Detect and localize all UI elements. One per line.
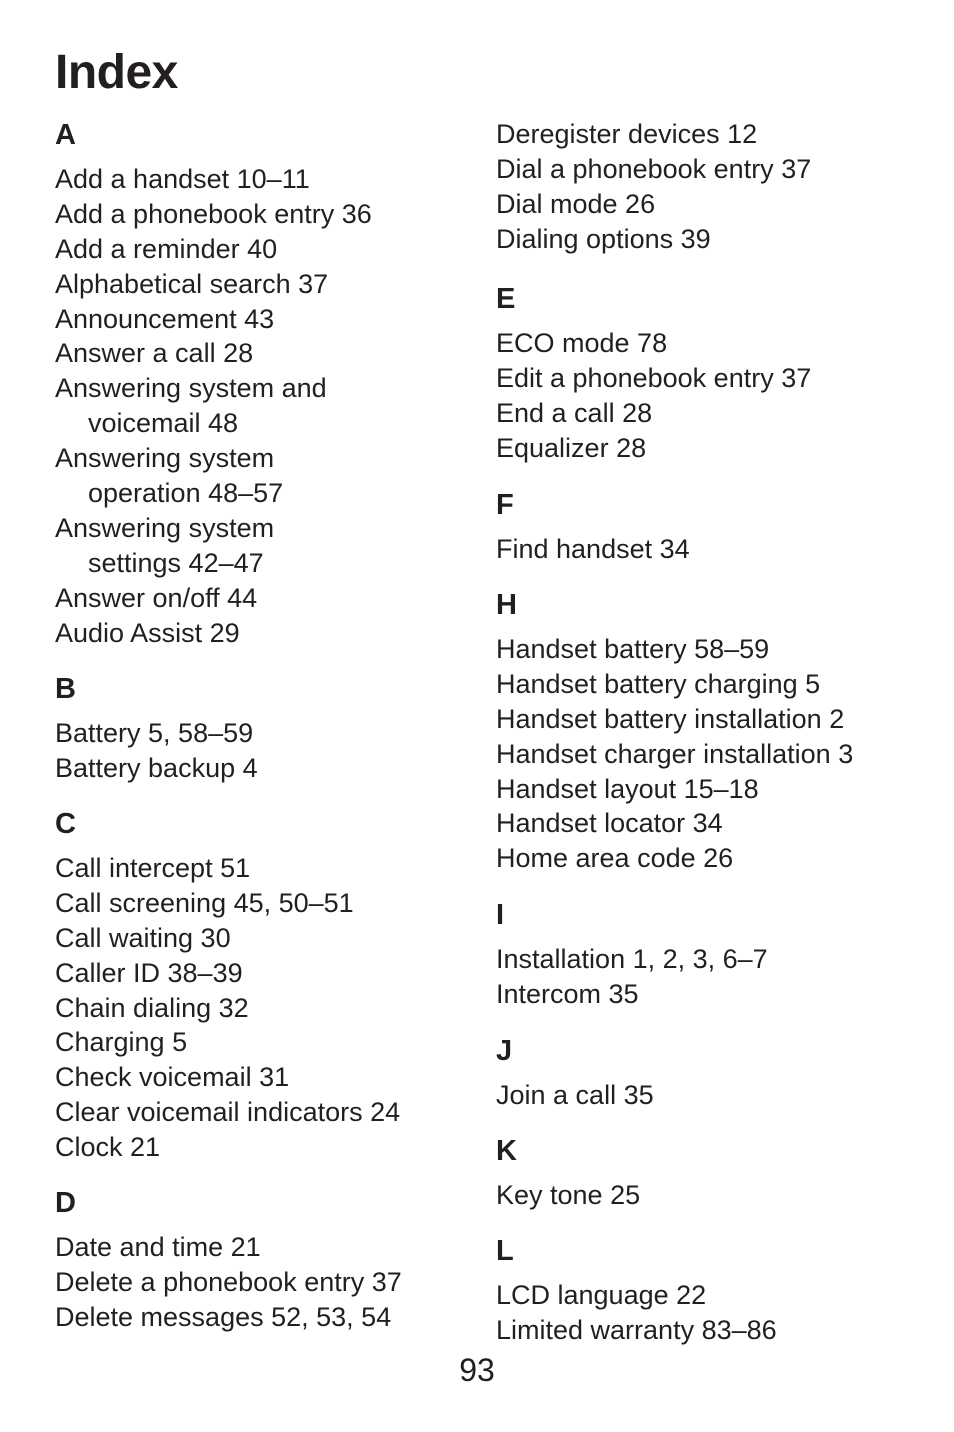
index-entry: Handset battery installation 2 [496, 703, 845, 734]
index-entry: Battery 5, 58–59 [55, 718, 254, 748]
index-entry: Find handset 34 [496, 534, 690, 564]
index-section-j [496, 1034, 654, 1113]
index-entry: Delete a phonebook entry 37 [55, 1266, 402, 1297]
index-entry: Add a handset 10–11 [55, 164, 310, 194]
index-entry: Caller ID 38–39 [55, 957, 243, 988]
index-entry: Handset battery charging 5 [496, 668, 821, 699]
index-entry: Handset locator 34 [496, 808, 723, 839]
section-letter: H [496, 589, 517, 621]
index-entry: Dial mode 26 [496, 188, 656, 219]
index-entry: LCD language 22 [496, 1280, 707, 1310]
index-entry: Key tone 25 [496, 1180, 641, 1210]
index-entry: Clear voicemail indicators 24 [55, 1097, 401, 1128]
index-entry: Answering system and [55, 373, 327, 404]
index-section-e [496, 282, 811, 466]
index-entry: ECO mode 78 [496, 328, 668, 358]
index-entry-continued: voicemail 48 [88, 408, 239, 439]
index-entry: Edit a phonebook entry 37 [496, 362, 812, 393]
index-entry: Installation 1, 2, 3, 6–7 [496, 944, 768, 974]
index-entry-continued: settings 42–47 [88, 547, 264, 578]
index-entry: Answering system [55, 443, 275, 474]
index-section-a [55, 118, 372, 650]
index-entry: Call screening 45, 50–51 [55, 887, 354, 918]
index-entry: Answer a call 28 [55, 338, 254, 369]
index-entry: Home area code 26 [496, 843, 734, 874]
section-letter: J [496, 1035, 513, 1067]
index-entry: Audio Assist 29 [55, 617, 240, 648]
index-entry: Announcement 43 [55, 303, 275, 334]
section-letter: D [55, 1187, 76, 1219]
index-entry: Chain dialing 32 [55, 992, 249, 1023]
index-entry: Charging 5 [55, 1027, 188, 1058]
index-entry: Call waiting 30 [55, 922, 231, 953]
index-entry: Handset layout 15–18 [496, 773, 759, 804]
section-letter: K [496, 1135, 517, 1167]
index-entry: Deregister devices 12 [496, 119, 758, 149]
index-entry: Handset battery 58–59 [496, 634, 770, 664]
index-entry: Limited warranty 83–86 [496, 1314, 777, 1345]
section-letter: L [496, 1235, 514, 1267]
index-section-l [496, 1234, 777, 1348]
index-section-h [496, 588, 853, 876]
section-letter: B [55, 673, 76, 705]
index-entry: Join a call 35 [496, 1080, 654, 1110]
index-entry: Handset charger installation 3 [496, 738, 854, 769]
index-entry: Date and time 21 [55, 1232, 261, 1262]
section-letter: C [55, 808, 76, 840]
index-entry: Check voicemail 31 [55, 1062, 290, 1093]
index-section-d-continued [496, 117, 811, 257]
index-entry-continued: operation 48–57 [88, 478, 284, 509]
index-entry: Answering system [55, 512, 275, 543]
index-entry: Add a phonebook entry 36 [55, 198, 372, 229]
index-section-b [55, 672, 258, 786]
index-section-k [496, 1134, 640, 1213]
index-section-f [496, 488, 690, 567]
index-entry: Equalizer 28 [496, 432, 647, 463]
index-entry: Add a reminder 40 [55, 233, 278, 264]
index-entry: Dial a phonebook entry 37 [496, 153, 812, 184]
section-letter: F [496, 489, 514, 521]
section-letter: E [496, 283, 516, 315]
page-title: Index [55, 46, 178, 99]
section-letter: I [496, 899, 505, 931]
index-entry: Intercom 35 [496, 978, 639, 1009]
page-number: 93 [459, 1352, 495, 1388]
index-section-d [55, 1186, 402, 1335]
index-entry: Clock 21 [55, 1132, 161, 1163]
index-entry: Delete messages 52, 53, 54 [55, 1301, 392, 1332]
index-section-i [496, 898, 768, 1012]
index-entry: Battery backup 4 [55, 752, 258, 783]
index-section-c [55, 807, 400, 1165]
index-entry: End a call 28 [496, 397, 653, 428]
section-letter: A [55, 119, 76, 151]
index-entry: Alphabetical search 37 [55, 268, 329, 299]
index-entry: Answer on/off 44 [55, 582, 258, 613]
index-entry: Dialing options 39 [496, 223, 711, 254]
index-entry: Call intercept 51 [55, 853, 251, 883]
